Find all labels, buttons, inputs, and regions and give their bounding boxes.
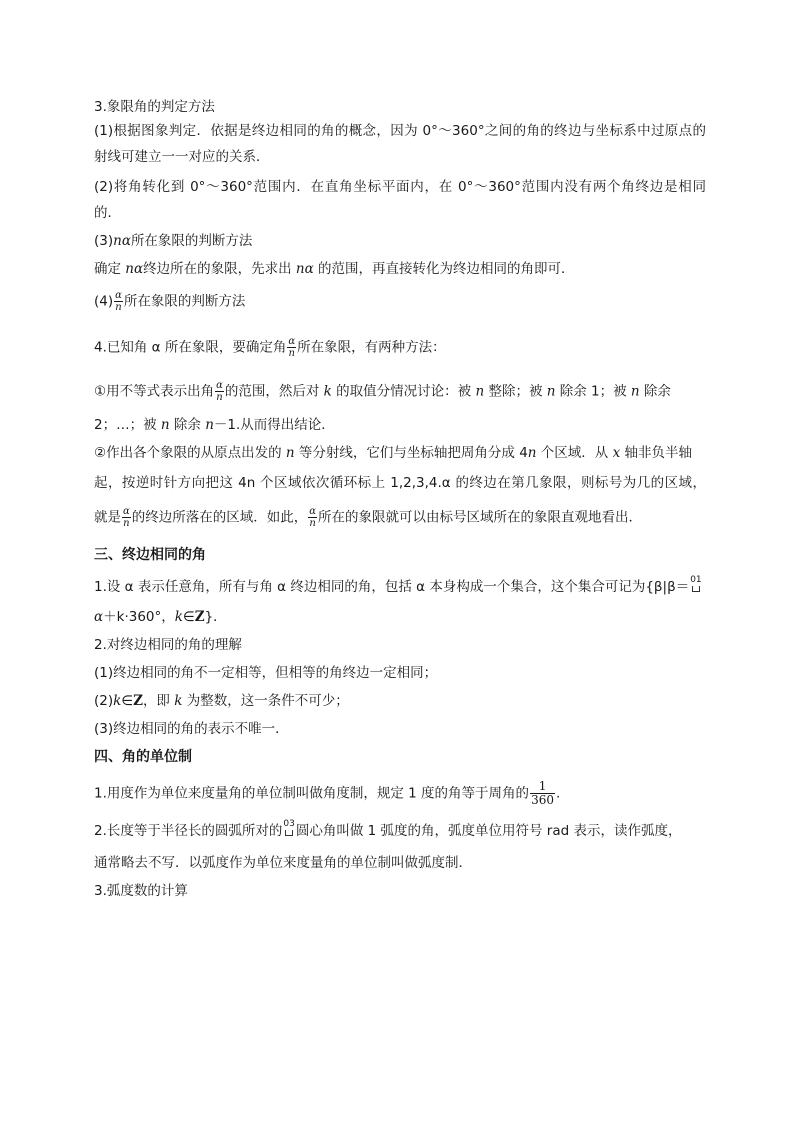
answer-box-icon — [692, 586, 700, 592]
section-four-p1: 1.用度作为单位来度量角的单位制叫做角度制，规定 1 度的角等于周角的 $\frac{1}{360}$ . — [94, 779, 561, 807]
section-three-title: 三、终边相同的角 — [94, 547, 206, 563]
section-three-p1-line2: α＋k·360°，k∈Z}． — [94, 609, 227, 625]
section3-p4-heading: (4) $\frac{\alpha}{n}$ 所在象限的判断方法 — [94, 290, 246, 313]
item4-line: 4.已知角 α 所在象限，要确定角 $\frac{\alpha}{n}$ 所在象限，有两种方法： — [94, 336, 446, 359]
section3-title: 3.象限角的判定方法 — [94, 99, 215, 115]
section3-p3-body: 确定 nα终边所在的象限，先求出 nα 的范围，再直接转化为终边相同的角即可． — [94, 261, 575, 277]
answer-box-icon — [285, 830, 293, 836]
section3-p2-line1: (2)将角转化到 0°～360°范围内．在直角坐标平面内，在 0°～360°范围内没有两个角终边是相同 — [94, 179, 706, 195]
fraction-alpha-over-n: $\frac{\alpha}{n}$ — [309, 506, 317, 529]
answer-marker: 01 — [690, 576, 701, 592]
section-three-p4: (2)k∈Z，即 k 为整数，这一条件不可少； — [94, 693, 349, 709]
fraction-alpha-over-n: $\frac{\alpha}{n}$ — [288, 336, 296, 359]
section-three-p5: (3)终边相同的角的表示不唯一． — [94, 721, 289, 737]
section-four-p2-line1: 2.长度等于半径长的圆弧所对的03 圆心角叫做 1 弧度的角，弧度单位用符号 rad 表示，读作弧度， — [94, 819, 682, 839]
section3-p1-line1: (1)根据图象判定．依据是终边相同的角的概念，因为 0°～360°之间的角的终边与坐标系中过原点的 — [94, 123, 706, 139]
section-four-title: 四、角的单位制 — [94, 749, 192, 765]
section-three-p1-line1: 1.设 α 表示任意角，所有与角 α 终边相同的角，包括 α 本身构成一个集合，这个集合可记为{β|β＝01 — [94, 575, 702, 595]
method2-line3: 就是 $\frac{\alpha}{n}$ 的终边所落在的区域．如此， $\frac{\alpha}{n}$ 所在的象限就可以由标号区域所在的象限直观地看出． — [94, 506, 643, 529]
method2-line1: ②作出各个象限的从原点出发的 n 等分射线，它们与坐标轴把周角分成 4n 个区域．从 x 轴非负半轴 — [94, 445, 692, 461]
fraction-alpha-over-n: $\frac{\alpha}{n}$ — [216, 380, 223, 403]
section-four-p2-line2: 通常略去不写．以弧度作为单位来度量角的单位制叫做弧度制． — [94, 855, 472, 871]
var-n-alpha: nα — [113, 233, 131, 249]
fraction-alpha-over-n: $\frac{\alpha}{n}$ — [115, 290, 122, 313]
section3-p3-heading: (3)nα所在象限的判断方法 — [94, 233, 253, 249]
method1-line1: ①用不等式表示出角 $\frac{\alpha}{n}$ 的范围，然后对 k 的取值分情况讨论：被 n 整除；被 n 除余 1；被 n 除余 — [94, 380, 671, 403]
fraction-1-over-360: $\frac{1}{360}$ — [531, 779, 554, 807]
section-three-p2: 2.对终边相同的角的理解 — [94, 637, 242, 653]
fraction-alpha-over-n: $\frac{\alpha}{n}$ — [123, 506, 130, 529]
section3-p2-line2: 的． — [94, 205, 121, 221]
method2-line2: 起，按逆时针方向把这 4n 个区域依次循环标上 1,2,3,4.α 的终边在第几象限，则标号为几的区域， — [94, 475, 706, 491]
section-four-p3: 3.弧度数的计算 — [94, 883, 188, 899]
section3-p1-line2: 射线可建立一一对应的关系． — [94, 149, 270, 165]
method1-line2: 2；…；被 n 除余 n－1.从而得出结论． — [94, 417, 335, 433]
answer-marker: 03 — [283, 820, 294, 836]
section-three-p3: (1)终边相同的角不一定相等，但相等的角终边一定相同； — [94, 665, 438, 681]
